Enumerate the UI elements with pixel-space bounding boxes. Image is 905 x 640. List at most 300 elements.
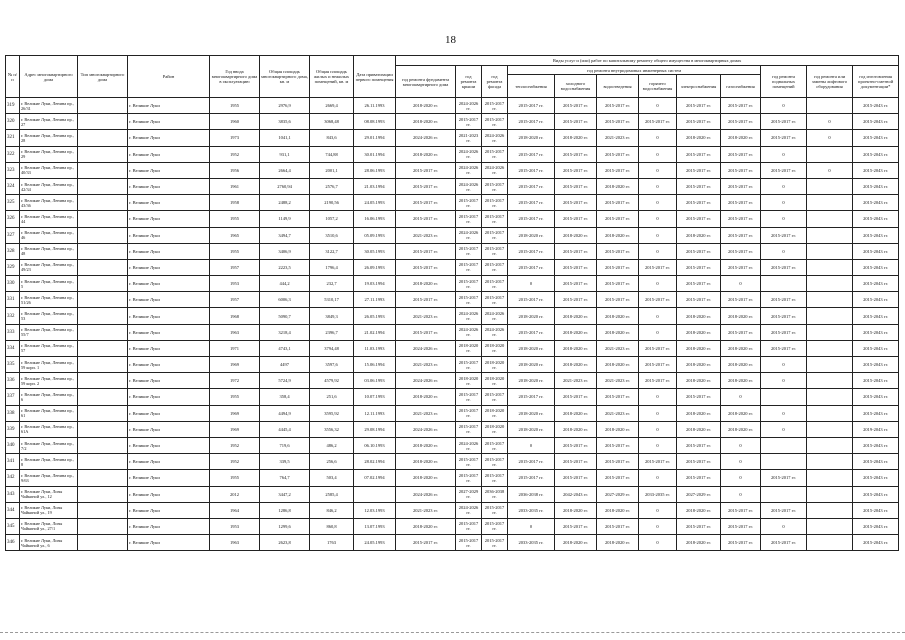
row-number: 346: [6, 535, 20, 551]
row-roof: 2015-2017 гг.: [456, 405, 482, 421]
row-electric: 2018-2020 гг.: [677, 421, 721, 437]
row-basement: 2015-2017 гг.: [761, 162, 807, 178]
row-electric: 2018-2020 гг.: [677, 130, 721, 146]
row-number: 342: [6, 470, 20, 486]
row-drainage: 2027-2029 гг.: [597, 486, 639, 502]
row-address: г. Великие Луки, Ленина пр., 42/34: [20, 178, 78, 194]
row-elevator: [807, 357, 853, 373]
row-basement: 2015-2017 гг.: [761, 227, 807, 243]
row-facade: 2015-2017 гг.: [482, 292, 508, 308]
row-heat: 2018-2020 гг.: [508, 340, 555, 356]
row-year-built: 1952: [210, 146, 260, 162]
row-cold-water: 2018-2020 гг.: [555, 227, 597, 243]
row-electric: 2015-2017 гг.: [677, 211, 721, 227]
row-district: г. Великие Луки: [128, 243, 210, 259]
row-elevator: [807, 195, 853, 211]
row-cold-water: 2015-2017 гг.: [555, 178, 597, 194]
row-facade: 2018-2020 гг.: [482, 373, 508, 389]
row-hot-water: 0: [639, 405, 677, 421]
row-cold-water: 2015-2017 гг.: [555, 114, 597, 130]
row-address: г. Великие Луки, Ленина пр., 43/36: [20, 195, 78, 211]
row-heat: 2018-2020 гг.: [508, 373, 555, 389]
row-electric: 2015-2017 гг.: [677, 437, 721, 453]
repair-schedule-table: [5, 55, 899, 551]
row-gas: 0: [721, 389, 761, 405]
row-cold-water: 2015-2017 гг.: [555, 470, 597, 486]
row-year-built: 1969: [210, 357, 260, 373]
row-total-area: 719,6: [260, 437, 310, 453]
row-facade: 2018-2020 гг.: [482, 340, 508, 356]
row-gas: 2015-2017 гг.: [721, 114, 761, 130]
row-type: [78, 324, 128, 340]
row-electric: 2015-2017 гг.: [677, 114, 721, 130]
row-gas: 2015-2017 гг.: [721, 162, 761, 178]
row-living-area: 5310,17: [310, 292, 354, 308]
row-privatization-date: 11.03.1993: [354, 340, 396, 356]
row-elevator: [807, 437, 853, 453]
row-heat: 2033-2035 гг.: [508, 502, 555, 518]
row-drainage: 2018-2020 гг.: [597, 178, 639, 194]
row-year-built: 1958: [210, 195, 260, 211]
row-facade: 2024-2026 гг.: [482, 162, 508, 178]
row-address: г. Великие Луки, Ленина пр., 48: [20, 243, 78, 259]
row-drainage: 2018-2020 гг.: [597, 357, 639, 373]
row-district: г. Великие Луки: [128, 389, 210, 405]
row-address: г. Великие Луки, Ленина пр., 57: [20, 340, 78, 356]
row-electric: 2018-2020 гг.: [677, 227, 721, 243]
row-privatization-date: 30.01.1994: [354, 146, 396, 162]
row-gas: 2018-2020 гг.: [721, 308, 761, 324]
row-hot-water: 0: [639, 518, 677, 534]
row-cold-water: 2018-2020 гг.: [555, 421, 597, 437]
row-living-area: 251,6: [310, 389, 354, 405]
row-elevator: [807, 259, 853, 275]
row-hot-water: 0: [639, 437, 677, 453]
row-privatization-date: 08.08.1993: [354, 114, 396, 130]
table-row: [6, 276, 899, 292]
row-privatization-date: 28.06.1993: [354, 162, 396, 178]
row-district: г. Великие Луки: [128, 470, 210, 486]
row-number: 320: [6, 114, 20, 130]
row-docs: 2015-2043 гг.: [853, 276, 899, 292]
table-row: [6, 421, 899, 437]
row-year-built: 1957: [210, 292, 260, 308]
row-year-built: 1955: [210, 389, 260, 405]
row-foundation: 2015-2017 гг.: [396, 178, 456, 194]
row-district: г. Великие Луки: [128, 227, 210, 243]
row-roof: 2027-2029 гг.: [456, 486, 482, 502]
header-foundation: год ремонта фундамента многоквартирного дома: [396, 66, 456, 98]
row-address: г. Великие Луки, Ленина пр., 6: [20, 389, 78, 405]
row-elevator: [807, 146, 853, 162]
table-row: [6, 178, 899, 194]
row-gas: 2018-2020 гг.: [721, 130, 761, 146]
row-district: г. Великие Луки: [128, 502, 210, 518]
row-cold-water: 2018-2020 гг.: [555, 308, 597, 324]
row-type: [78, 470, 128, 486]
row-privatization-date: [354, 486, 396, 502]
row-hot-water: 0: [639, 470, 677, 486]
row-docs: 2015-2043 гг.: [853, 130, 899, 146]
row-drainage: 2015-2017 гг.: [597, 292, 639, 308]
row-year-built: 1961: [210, 178, 260, 194]
row-facade: 2015-2017 гг.: [482, 195, 508, 211]
row-cold-water: 2015-2017 гг.: [555, 259, 597, 275]
row-total-area: 3835,6: [260, 114, 310, 130]
row-docs: 2015-2043 гг.: [853, 324, 899, 340]
row-address: г. Великие Луки, Ленина пр., 59 корп. 1: [20, 357, 78, 373]
row-foundation: 2018-2020 гг.: [396, 114, 456, 130]
header-roof: год ремонта крыши: [456, 66, 482, 98]
row-elevator: [807, 454, 853, 470]
row-elevator: [807, 211, 853, 227]
row-total-area: 1149,9: [260, 211, 310, 227]
row-total-area: 1299,6: [260, 518, 310, 534]
row-electric: 2015-2017 гг.: [677, 195, 721, 211]
row-privatization-date: 05.09.1993: [354, 227, 396, 243]
row-roof: 2015-2017 гг.: [456, 243, 482, 259]
row-year-built: 1964: [210, 502, 260, 518]
row-hot-water: 0: [639, 535, 677, 551]
row-living-area: 2001,1: [310, 162, 354, 178]
row-privatization-date: 19.03.1994: [354, 276, 396, 292]
row-cold-water: 2015-2017 гг.: [555, 195, 597, 211]
row-docs: 2019-2043 гг.: [853, 421, 899, 437]
table-row: [6, 486, 899, 502]
row-gas: 2015-2017 гг.: [721, 259, 761, 275]
row-number: 335: [6, 357, 20, 373]
row-gas: 2015-2017 гг.: [721, 292, 761, 308]
row-heat: 2015-2017 гг.: [508, 114, 555, 130]
row-privatization-date: 21.02.1994: [354, 324, 396, 340]
row-year-built: 1957: [210, 259, 260, 275]
row-district: г. Великие Луки: [128, 486, 210, 502]
row-drainage: 2018-2020 гг.: [597, 324, 639, 340]
row-electric: 2018-2020 гг.: [677, 535, 721, 551]
row-year-built: 1968: [210, 308, 260, 324]
row-address: г. Великие Луки, Ленина пр., 61А: [20, 421, 78, 437]
row-facade: 2024-2026 гг.: [482, 308, 508, 324]
row-type: [78, 227, 128, 243]
row-hot-water: 0: [639, 130, 677, 146]
row-address: г. Великие Луки, Лизы Чайкиной ул., 6: [20, 535, 78, 551]
row-electric: 2018-2020 гг.: [677, 373, 721, 389]
row-basement: 0: [761, 373, 807, 389]
row-basement: 0: [761, 421, 807, 437]
row-basement: 2015-2017 гг.: [761, 259, 807, 275]
row-living-area: 3597,6: [310, 357, 354, 373]
row-number: 326: [6, 211, 20, 227]
row-cold-water: 2015-2017 гг.: [555, 211, 597, 227]
row-number: 319: [6, 98, 20, 114]
row-foundation: 2015-2017 гг.: [396, 324, 456, 340]
row-electric: 2018-2020 гг.: [677, 340, 721, 356]
row-basement: 0: [761, 211, 807, 227]
row-hot-water: 2015-2017 гг.: [639, 340, 677, 356]
row-district: г. Великие Луки: [128, 535, 210, 551]
row-type: [78, 535, 128, 551]
row-living-area: 1763: [310, 535, 354, 551]
row-electric: 2015-2017 гг.: [677, 146, 721, 162]
row-docs: 2015-2043 гг.: [853, 518, 899, 534]
row-electric: 2015-2017 гг.: [677, 276, 721, 292]
row-type: [78, 292, 128, 308]
row-roof: 2015-2017 гг.: [456, 292, 482, 308]
row-address: г. Великие Луки, Лизы Чайкиной ул., 19: [20, 502, 78, 518]
table-row: [6, 114, 899, 130]
row-roof: 2024-2026 гг.: [456, 146, 482, 162]
row-heat: 2015-2017 гг.: [508, 454, 555, 470]
header-address: Адрес многоквартирного дома: [20, 56, 78, 98]
row-basement: 2015-2017 гг.: [761, 130, 807, 146]
row-address: г. Великие Луки, Ленина пр., 59 корп. 2: [20, 373, 78, 389]
row-facade: 2024-2026 гг.: [482, 130, 508, 146]
row-electric: 2015-2017 гг.: [677, 178, 721, 194]
row-privatization-date: 27.11.1993: [354, 292, 396, 308]
row-type: [78, 243, 128, 259]
row-heat: 2015-2017 гг.: [508, 389, 555, 405]
row-total-area: 2760,94: [260, 178, 310, 194]
row-hot-water: 0: [639, 146, 677, 162]
row-living-area: 3595,92: [310, 405, 354, 421]
row-district: г. Великие Луки: [128, 130, 210, 146]
row-cold-water: 2015-2017 гг.: [555, 276, 597, 292]
row-drainage: 2015-2017 гг.: [597, 211, 639, 227]
row-elevator: [807, 340, 853, 356]
header-drainage: водоотведения: [597, 75, 639, 98]
row-hot-water: 0: [639, 308, 677, 324]
row-roof: 2021-2023 гг.: [456, 130, 482, 146]
row-living-area: 1057,2: [310, 211, 354, 227]
row-type: [78, 276, 128, 292]
row-foundation: 2015-2017 гг.: [396, 195, 456, 211]
row-number: 327: [6, 227, 20, 243]
header-basement: год ремонта подвальных помещений: [761, 66, 807, 98]
row-drainage: 2015-2017 гг.: [597, 146, 639, 162]
row-type: [78, 405, 128, 421]
row-basement: 2015-2017 гг.: [761, 308, 807, 324]
table-row: [6, 518, 899, 534]
header-type: Тип многоквартирного дома: [78, 56, 128, 98]
table-row: [6, 437, 899, 453]
row-roof: 2015-2017 гг.: [456, 211, 482, 227]
row-year-built: 1972: [210, 373, 260, 389]
header-facade: год ремонта фасада: [482, 66, 508, 98]
row-cold-water: 2015-2017 гг.: [555, 98, 597, 114]
row-privatization-date: 29.01.1994: [354, 130, 396, 146]
row-basement: 0: [761, 195, 807, 211]
header-district: Район: [128, 56, 210, 98]
table-row: [6, 405, 899, 421]
row-drainage: 2015-2017 гг.: [597, 195, 639, 211]
row-living-area: 846,2: [310, 502, 354, 518]
document-sheet: [5, 55, 898, 551]
row-foundation: 2024-2026 гг.: [396, 421, 456, 437]
row-facade: 2015-2017 гг.: [482, 502, 508, 518]
row-type: [78, 340, 128, 356]
row-year-built: 1969: [210, 405, 260, 421]
row-address: г. Великие Луки, Ленина пр., 51/26: [20, 292, 78, 308]
row-total-area: 6006,3: [260, 292, 310, 308]
row-roof: 2015-2017 гг.: [456, 389, 482, 405]
row-total-area: 2664,4: [260, 162, 310, 178]
row-total-area: 1286,8: [260, 502, 310, 518]
row-district: г. Великие Луки: [128, 98, 210, 114]
row-docs: 2015-2043 гг.: [853, 227, 899, 243]
row-address: г. Великие Луки, Лизы Чайкиной ул., 12: [20, 486, 78, 502]
row-facade: 2015-2017 гг.: [482, 470, 508, 486]
row-district: г. Великие Луки: [128, 178, 210, 194]
table-row: [6, 162, 899, 178]
row-total-area: 2623,8: [260, 535, 310, 551]
row-hot-water: 2015-2017 гг.: [639, 454, 677, 470]
row-type: [78, 130, 128, 146]
row-gas: 2015-2017 гг.: [721, 518, 761, 534]
row-basement: [761, 276, 807, 292]
row-elevator: [807, 518, 853, 534]
row-roof: 2024-2026 гг.: [456, 308, 482, 324]
row-foundation: 2018-2020 гг.: [396, 454, 456, 470]
row-foundation: 2021-2023 гг.: [396, 227, 456, 243]
row-heat: 2015-2017 гг.: [508, 292, 555, 308]
row-type: [78, 486, 128, 502]
row-electric: 2015-2017 гг.: [677, 259, 721, 275]
row-basement: 2015-2017 гг.: [761, 340, 807, 356]
row-facade: 2015-2017 гг.: [482, 178, 508, 194]
row-living-area: 2576,7: [310, 178, 354, 194]
row-address: г. Великие Луки, Ленина пр., 29: [20, 146, 78, 162]
row-gas: 0: [721, 276, 761, 292]
row-electric: 2018-2020 гг.: [677, 308, 721, 324]
row-privatization-date: 10.07.1993: [354, 389, 396, 405]
row-privatization-date: 06.10.1993: [354, 437, 396, 453]
row-docs: 2015-2043 гг.: [853, 211, 899, 227]
row-year-built: 1971: [210, 340, 260, 356]
row-living-area: 3556,32: [310, 421, 354, 437]
row-facade: 2015-2017 гг.: [482, 518, 508, 534]
row-drainage: 2015-2017 гг.: [597, 114, 639, 130]
table-row: [6, 259, 899, 275]
row-number: 334: [6, 340, 20, 356]
row-roof: 2015-2017 гг.: [456, 259, 482, 275]
row-total-area: 4743,1: [260, 340, 310, 356]
row-privatization-date: 12.03.1993: [354, 502, 396, 518]
header-cold-water: холодного водоснабжения: [555, 75, 597, 98]
row-roof: 2015-2017 гг.: [456, 518, 482, 534]
row-address: г. Великие Луки, Ленина пр., 27: [20, 114, 78, 130]
row-hot-water: 0: [639, 227, 677, 243]
row-elevator: [807, 405, 853, 421]
row-district: г. Великие Луки: [128, 162, 210, 178]
row-type: [78, 195, 128, 211]
row-number: 328: [6, 243, 20, 259]
row-living-area: 2669,4: [310, 98, 354, 114]
row-year-built: 1955: [210, 470, 260, 486]
row-living-area: 3794,48: [310, 340, 354, 356]
row-foundation: 2018-2020 гг.: [396, 470, 456, 486]
row-gas: 0: [721, 454, 761, 470]
row-cold-water: 2018-2020 гг.: [555, 340, 597, 356]
row-year-built: 1963: [210, 324, 260, 340]
row-type: [78, 259, 128, 275]
row-roof: 2015-2017 гг.: [456, 470, 482, 486]
row-number: 322: [6, 146, 20, 162]
row-district: г. Великие Луки: [128, 195, 210, 211]
row-heat: 0: [508, 518, 555, 534]
row-year-built: 1965: [210, 227, 260, 243]
row-electric: 2018-2020 гг.: [677, 405, 721, 421]
row-district: г. Великие Луки: [128, 259, 210, 275]
row-type: [78, 389, 128, 405]
row-privatization-date: 12.11.1993: [354, 405, 396, 421]
row-drainage: 2021-2023 гг.: [597, 130, 639, 146]
row-roof: 2015-2017 гг.: [456, 357, 482, 373]
row-district: г. Великие Луки: [128, 437, 210, 453]
row-living-area: 1796,4: [310, 259, 354, 275]
row-roof: 2015-2017 гг.: [456, 535, 482, 551]
row-total-area: 358,4: [260, 389, 310, 405]
row-heat: 2015-2017 гг.: [508, 146, 555, 162]
row-total-area: 2976,9: [260, 98, 310, 114]
row-foundation: 2018-2020 гг.: [396, 98, 456, 114]
row-foundation: 2015-2017 гг.: [396, 292, 456, 308]
row-heat: 2018-2020 гг.: [508, 308, 555, 324]
row-living-area: 4579,92: [310, 373, 354, 389]
table-row: [6, 357, 899, 373]
row-hot-water: 0: [639, 324, 677, 340]
row-hot-water: 0: [639, 276, 677, 292]
row-cold-water: 2018-2020 гг.: [555, 357, 597, 373]
table-row: [6, 502, 899, 518]
row-elevator: [807, 373, 853, 389]
row-roof: 2018-2020 гг.: [456, 373, 482, 389]
row-docs: 2015-2043 гг.: [853, 195, 899, 211]
row-drainage: 2018-2020 гг.: [597, 502, 639, 518]
row-district: г. Великие Луки: [128, 292, 210, 308]
row-basement: 2015-2017 гг.: [761, 535, 807, 551]
header-systems-group: год ремонта внутридомовых инженерных систем: [508, 66, 761, 75]
row-hot-water: 2015-2017 гг.: [639, 357, 677, 373]
row-facade: 2018-2020 гг.: [482, 405, 508, 421]
page-number: 18: [445, 34, 456, 46]
row-docs: 2015-2043 гг.: [853, 373, 899, 389]
row-basement: 0: [761, 405, 807, 421]
row-foundation: 2021-2023 гг.: [396, 357, 456, 373]
row-living-area: 3510,6: [310, 227, 354, 243]
row-type: [78, 502, 128, 518]
row-district: г. Великие Луки: [128, 146, 210, 162]
row-facade: 2015-2017 гг.: [482, 211, 508, 227]
row-privatization-date: 13.07.1993: [354, 518, 396, 534]
row-facade: 2018-2020 гг.: [482, 357, 508, 373]
row-living-area: 3849,3: [310, 308, 354, 324]
header-hot-water: горячего водоснабжения: [639, 75, 677, 98]
row-roof: 2024-2026 гг.: [456, 227, 482, 243]
row-total-area: 5090,7: [260, 308, 310, 324]
row-docs: 2015-2043 гг.: [853, 357, 899, 373]
row-year-built: 1955: [210, 243, 260, 259]
row-living-area: 843,6: [310, 130, 354, 146]
row-elevator: [807, 502, 853, 518]
row-hot-water: 0: [639, 211, 677, 227]
row-basement: 0: [761, 178, 807, 194]
row-heat: 2015-2017 гг.: [508, 98, 555, 114]
table-row: [6, 243, 899, 259]
row-address: г. Великие Луки, Ленина пр., 28: [20, 130, 78, 146]
row-gas: 0: [721, 470, 761, 486]
row-total-area: 764,7: [260, 470, 310, 486]
row-type: [78, 178, 128, 194]
